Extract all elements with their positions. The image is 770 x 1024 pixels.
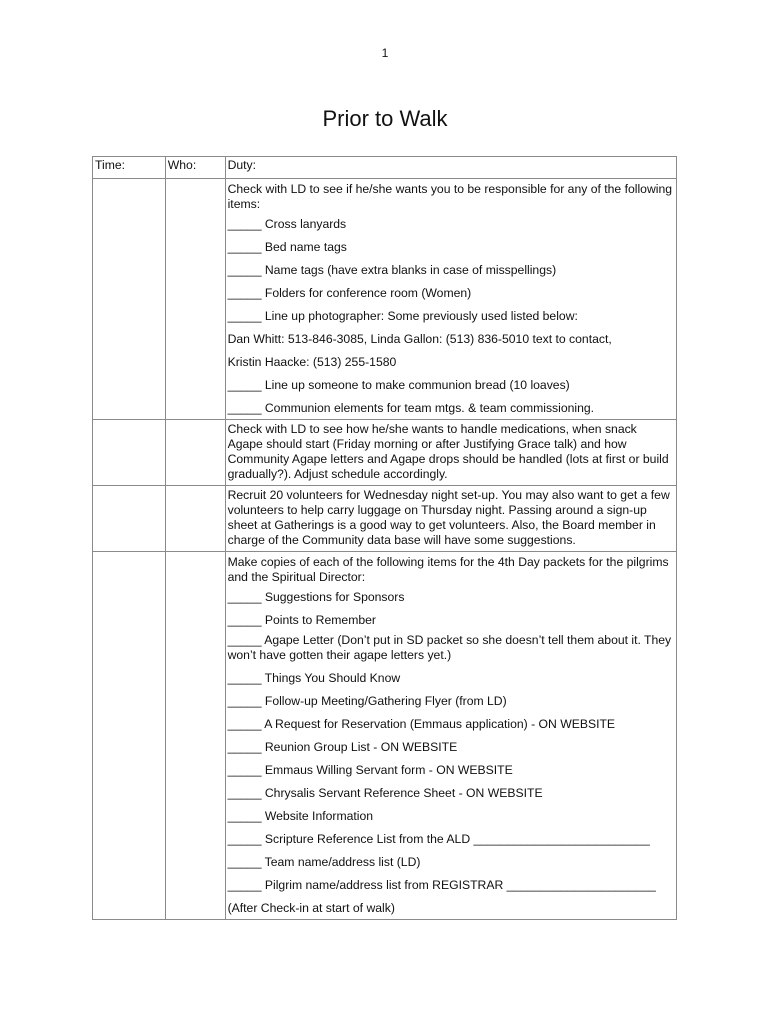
duty-header-cell bbox=[225, 157, 676, 179]
time-cell bbox=[93, 552, 166, 920]
page-number: 1 bbox=[381, 46, 389, 60]
checklist-item: _____ Team name/address list (LD) bbox=[227, 855, 421, 869]
time-header: Time: bbox=[95, 158, 126, 172]
checklist-item: _____ Points to Remember bbox=[227, 613, 376, 627]
checklist-item: _____ Emmaus Willing Servant form - ON WEBSITE bbox=[227, 763, 513, 777]
checklist-item: _____ Reunion Group List - ON WEBSITE bbox=[227, 740, 458, 754]
checklist-item: _____ A Request for Reservation (Emmaus application) - ON WEBSITE bbox=[227, 717, 616, 731]
page-title: Prior to Walk bbox=[322, 106, 448, 131]
time-header-cell bbox=[93, 157, 166, 179]
table-row bbox=[93, 486, 677, 552]
checklist-item: _____ Name tags (have extra blanks in case of misspellings) bbox=[227, 263, 557, 277]
table-row bbox=[93, 552, 677, 920]
checklist-item: _____ Things You Should Know bbox=[227, 671, 401, 685]
checklist-note: (After Check-in at start of walk) bbox=[227, 901, 395, 915]
checklist-item: _____ Suggestions for Sponsors bbox=[227, 590, 405, 604]
duty-intro: Make copies of each of the following items for the 4th Day packets for the pilgrims and the Spiritual Director: bbox=[227, 555, 669, 584]
checklist-item: _____ Agape Letter (Don’t put in SD packet so she doesn’t tell them about it. They won’t have gotten their agape letters yet.) bbox=[227, 633, 672, 662]
who-cell bbox=[165, 420, 225, 486]
duty-paragraph: Recruit 20 volunteers for Wednesday night set-up. You may also want to get a few volunteers to help carry luggage on Thursday night. Passing around a sign-up sheet at Gatherings is a good way to get volunteers. Also, the Board member in charge of the Community data base will have some suggestions. bbox=[227, 488, 670, 547]
checklist-item: _____ Pilgrim name/address list from REGISTRAR ______________________ bbox=[227, 878, 656, 892]
checklist-item: _____ Chrysalis Servant Reference Sheet - ON WEBSITE bbox=[227, 786, 543, 800]
duty-header: Duty: bbox=[227, 158, 257, 172]
who-cell bbox=[165, 552, 225, 920]
header-row bbox=[93, 157, 677, 179]
table-row bbox=[93, 179, 677, 420]
duty-paragraph: Check with LD to see how he/she wants to handle medications, when snack Agape should start (Friday morning or after Justifying Grace talk) and how Community Agape letters and Agape drops should be handled (lots at first or build gradually?). Adjust schedule accordingly. bbox=[227, 422, 669, 481]
checklist-item: _____ Communion elements for team mtgs. & team commissioning. bbox=[227, 401, 595, 415]
checklist-item: _____ Cross lanyards bbox=[227, 217, 347, 231]
checklist-item: _____ Website Information bbox=[227, 809, 374, 823]
time-cell bbox=[93, 420, 166, 486]
who-header: Who: bbox=[167, 158, 197, 172]
duty-table bbox=[92, 156, 677, 920]
checklist-item: _____ Line up someone to make communion bread (10 loaves) bbox=[227, 378, 570, 392]
checklist-item: _____ Scripture Reference List from the ALD __________________________ bbox=[227, 832, 650, 846]
checklist-item: _____ Follow-up Meeting/Gathering Flyer (from LD) bbox=[227, 694, 507, 708]
duty-cell bbox=[225, 179, 676, 420]
checklist-item: _____ Bed name tags bbox=[227, 240, 347, 254]
duty-cell bbox=[225, 552, 676, 920]
duty-intro: Check with LD to see if he/she wants you to be responsible for any of the following items: bbox=[227, 182, 673, 211]
contact-line: Dan Whitt: 513-846-3085, Linda Gallon: (513) 836-5010 text to contact, bbox=[227, 332, 612, 346]
duty-cell bbox=[225, 420, 676, 486]
checklist-item: _____ Folders for conference room (Women) bbox=[227, 286, 472, 300]
who-cell bbox=[165, 486, 225, 552]
time-cell bbox=[93, 179, 166, 420]
checklist-item: _____ Line up photographer: Some previously used listed below: bbox=[227, 309, 578, 323]
who-cell bbox=[165, 179, 225, 420]
contact-line: Kristin Haacke: (513) 255-1580 bbox=[227, 355, 397, 369]
table-row bbox=[93, 420, 677, 486]
who-header-cell bbox=[165, 157, 225, 179]
duty-cell bbox=[225, 486, 676, 552]
time-cell bbox=[93, 486, 166, 552]
